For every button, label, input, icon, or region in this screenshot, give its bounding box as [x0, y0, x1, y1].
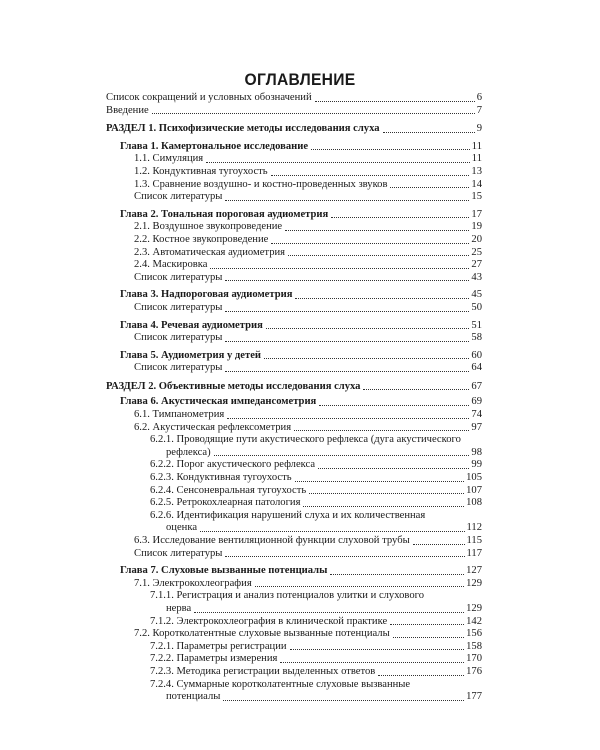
- toc-chapter-text: Глава 6. Акустическая импедансометрия: [120, 396, 317, 408]
- toc-entry-text: 6.2.2. Порог акустического рефлекса: [150, 459, 316, 471]
- leader-dots: [290, 649, 465, 650]
- toc-page-number: 170: [466, 653, 482, 665]
- leader-dots: [223, 700, 464, 701]
- toc-page-number: 97: [471, 421, 482, 433]
- toc-entry-text: 6.2.4. Сенсоневральная тугоухость: [150, 484, 307, 496]
- toc-chapter-text: Глава 2. Тональная пороговая аудиометрия: [120, 208, 329, 220]
- toc-entry: [106, 485, 482, 498]
- toc-entry-text: 2.4. Маскировка: [134, 259, 208, 271]
- toc-entry: [106, 548, 482, 561]
- toc-page-number: 156: [466, 628, 482, 640]
- leader-dots: [295, 298, 469, 299]
- leader-dots: [225, 371, 469, 372]
- toc-entry: [106, 332, 482, 345]
- toc-entry-line: [150, 603, 482, 616]
- toc-entry: [106, 153, 482, 166]
- toc-chapter-text: Глава 7. Слуховые вызванные потенциалы: [120, 565, 328, 577]
- toc-entry: [106, 578, 482, 591]
- toc-page-number: 69: [471, 396, 482, 408]
- toc-entry-line: [150, 510, 482, 523]
- toc-page-number: 176: [466, 665, 482, 677]
- toc-chapter-text: Глава 5. Аудиометрия у детей: [120, 349, 261, 361]
- toc-page-number: 19: [471, 221, 482, 233]
- toc-entry-text: 6.2. Акустическая рефлексометрия: [134, 421, 292, 433]
- toc-entry-text: 7.2.2. Параметры измерения: [150, 653, 278, 665]
- toc-entry: [106, 616, 482, 629]
- leader-dots: [214, 455, 470, 456]
- toc-page-number: 60: [471, 349, 482, 361]
- toc-entry-text: 7.1.1. Регистрация и анализ потенциалов улитки и слухового: [150, 590, 425, 602]
- toc-page-number: 64: [471, 362, 482, 374]
- toc-entry: [106, 641, 482, 654]
- toc-entry-text: 1.1. Симуляция: [134, 153, 204, 165]
- toc-chapter: [106, 350, 482, 363]
- toc-chapter: [106, 565, 482, 578]
- toc-entry: [106, 535, 482, 548]
- toc-entry-line: [150, 590, 482, 603]
- toc-page-number: 74: [471, 409, 482, 421]
- table-of-contents: [106, 92, 482, 704]
- leader-dots: [200, 531, 464, 532]
- toc-entry-text: 1.3. Сравнение воздушно- и костно-проведенных звуков: [134, 178, 388, 190]
- toc-page-number: 142: [466, 615, 482, 627]
- leader-dots: [206, 162, 470, 163]
- toc-entry-text: Список литературы: [134, 271, 223, 283]
- toc-page-number: 127: [466, 565, 482, 577]
- leader-dots: [271, 243, 469, 244]
- toc-page-number: 99: [471, 459, 482, 471]
- toc-page-number: 115: [466, 535, 482, 546]
- toc-entry-multiline: [106, 679, 482, 704]
- toc-page-number: 129: [466, 602, 482, 614]
- toc-page-number: 15: [471, 191, 482, 203]
- leader-dots: [315, 101, 475, 102]
- toc-page-number: 17: [471, 208, 482, 220]
- toc-entry: [106, 191, 482, 204]
- toc-section-text: РАЗДЕЛ 1. Психофизические методы исследования слуха: [106, 123, 380, 135]
- toc-entry: [106, 497, 482, 510]
- toc-page-number: 6: [476, 92, 482, 103]
- toc-chapter: [106, 289, 482, 302]
- leader-dots: [194, 612, 464, 613]
- leader-dots: [225, 556, 464, 557]
- toc-section: [106, 123, 482, 136]
- toc-entry-text-cont: оценка: [166, 522, 198, 534]
- leader-dots: [363, 389, 469, 390]
- toc-page-number: 105: [466, 472, 482, 484]
- leader-dots: [152, 113, 475, 114]
- leader-dots: [309, 493, 464, 494]
- toc-entry-text: 6.2.1. Проводящие пути акустического рефлекса (дуга акустического: [150, 434, 461, 446]
- toc-entry-text: 1.2. Кондуктивная тугоухость: [134, 165, 268, 177]
- toc-entry-text: 2.1. Воздушное звукопроведение: [134, 221, 283, 233]
- toc-page-number: 98: [471, 446, 482, 458]
- toc-entry-text: Список литературы: [134, 191, 223, 203]
- page-title: ОГЛАВЛЕНИЕ: [244, 70, 356, 89]
- toc-entry-text: 7.2. Коротколатентные слуховые вызванные потенциалы: [134, 628, 390, 640]
- toc-chapter: [106, 320, 482, 333]
- leader-dots: [225, 311, 469, 312]
- toc-entry-text-cont: нерва: [166, 602, 192, 614]
- toc-entry: [106, 247, 482, 260]
- toc-page-number: 51: [471, 319, 482, 331]
- toc-page-number: 25: [471, 246, 482, 258]
- toc-entry-text-cont: потенциалы: [166, 691, 221, 703]
- toc-entry-text: Список сокращений и условных обозначений: [106, 92, 312, 103]
- toc-entry-text: 7.2.1. Параметры регистрации: [150, 640, 287, 652]
- toc-entry-text: 2.2. Костное звукопроведение: [134, 233, 269, 245]
- toc-entry: [106, 221, 482, 234]
- toc-page-number: 9: [476, 123, 482, 135]
- toc-entry: [106, 422, 482, 435]
- leader-dots: [390, 624, 464, 625]
- toc-entry-text-cont: рефлекса): [166, 446, 211, 458]
- toc-page-number: 45: [471, 289, 482, 301]
- toc-entry-text: 7.2.4. Суммарные коротколатентные слуховые вызванные: [150, 678, 411, 690]
- toc-entry-text: Список литературы: [134, 301, 223, 313]
- leader-dots: [331, 217, 469, 218]
- leader-dots: [294, 430, 469, 431]
- leader-dots: [285, 230, 469, 231]
- leader-dots: [266, 328, 470, 329]
- leader-dots: [303, 506, 464, 507]
- toc-entry: [106, 459, 482, 472]
- leader-dots: [225, 341, 469, 342]
- toc-page-number: 7: [476, 104, 482, 116]
- toc-entry: [106, 409, 482, 422]
- toc-page-number: 50: [471, 301, 482, 313]
- toc-page-number: 11: [471, 140, 482, 152]
- toc-page-number: 112: [466, 522, 482, 534]
- toc-entry: [106, 362, 482, 375]
- leader-dots: [225, 200, 469, 201]
- toc-page-number: 27: [471, 259, 482, 271]
- toc-page-number: 20: [471, 233, 482, 245]
- leader-dots: [288, 255, 469, 256]
- leader-dots: [311, 149, 470, 150]
- toc-chapter: [106, 209, 482, 222]
- toc-entry: [106, 666, 482, 679]
- leader-dots: [225, 280, 469, 281]
- leader-dots: [255, 586, 464, 587]
- leader-dots: [295, 481, 465, 482]
- leader-dots: [413, 544, 465, 545]
- leader-dots: [383, 132, 475, 133]
- leader-dots: [271, 175, 470, 176]
- toc-entry: [106, 628, 482, 641]
- toc-entry-text: 6.2.6. Идентификация нарушений слуха и их количественная: [150, 509, 426, 521]
- toc-section: [106, 381, 482, 394]
- toc-entry-text: Список литературы: [134, 332, 223, 344]
- toc-entry: [106, 272, 482, 285]
- toc-entry-line: [150, 679, 482, 692]
- toc-entry-multiline: [106, 434, 482, 459]
- toc-entry-text: 7.1.2. Электрокохлеография в клинической практике: [150, 615, 388, 627]
- toc-page-number: 14: [471, 178, 482, 190]
- toc-page-number: 158: [466, 640, 482, 652]
- leader-dots: [280, 662, 464, 663]
- toc-entry: [106, 179, 482, 192]
- toc-page-number: 13: [471, 165, 482, 177]
- toc-entry: [106, 302, 482, 315]
- toc-page-number: 177: [466, 691, 482, 703]
- toc-entry-multiline: [106, 590, 482, 615]
- toc-entry-line: [150, 522, 482, 535]
- toc-page-number: 108: [466, 497, 482, 509]
- toc-entry: [106, 653, 482, 666]
- leader-dots: [319, 405, 469, 406]
- leader-dots: [390, 187, 469, 188]
- toc-entry-text: Список литературы: [134, 362, 223, 374]
- toc-section-text: РАЗДЕЛ 2. Объективные методы исследования слуха: [106, 380, 361, 392]
- toc-entry: [106, 166, 482, 179]
- toc-chapter: [106, 141, 482, 154]
- toc-chapter-text: Глава 4. Речевая аудиометрия: [120, 319, 263, 331]
- toc-page-number: 67: [471, 380, 482, 392]
- toc-entry: [106, 259, 482, 272]
- toc-entry: [106, 105, 482, 118]
- toc-entry-text: 2.3. Автоматическая аудиометрия: [134, 246, 286, 258]
- toc-chapter-text: Глава 3. Надпороговая аудиометрия: [120, 289, 293, 301]
- leader-dots: [264, 358, 469, 359]
- toc-entry-text: Список литературы: [134, 547, 223, 559]
- toc-chapter-text: Глава 1. Камертональное исследование: [120, 140, 309, 152]
- toc-entry-line: [150, 691, 482, 704]
- toc-entry: [106, 92, 482, 105]
- toc-page-number: 129: [466, 577, 482, 589]
- toc-page-number: 58: [471, 332, 482, 344]
- toc-entry-text: 6.3. Исследование вентиляционной функции слуховой трубы: [134, 535, 410, 546]
- leader-dots: [378, 675, 464, 676]
- toc-page-number: 117: [466, 547, 482, 559]
- toc-entry-text: 7.2.3. Методика регистрации выделенных ответов: [150, 665, 376, 677]
- toc-entry: [106, 234, 482, 247]
- leader-dots: [318, 468, 469, 469]
- toc-chapter: [106, 396, 482, 409]
- toc-entry-text: 6.1. Тимпанометрия: [134, 409, 225, 421]
- toc-entry-multiline: [106, 510, 482, 535]
- toc-page-number: 107: [466, 484, 482, 496]
- toc-entry-line: [150, 434, 482, 447]
- toc-entry-line: [150, 447, 482, 460]
- leader-dots: [393, 637, 464, 638]
- toc-entry-text: 6.2.5. Ретрокохлеарная патология: [150, 497, 301, 509]
- toc-entry-text: Введение: [106, 104, 149, 116]
- toc-entry-text: 7.1. Электрокохлеография: [134, 577, 252, 589]
- toc-page-number: 43: [471, 271, 482, 283]
- toc-entry: [106, 472, 482, 485]
- toc-entry-text: 6.2.3. Кондуктивная тугоухость: [150, 472, 292, 484]
- leader-dots: [227, 418, 469, 419]
- toc-page-number: 11: [471, 153, 482, 165]
- leader-dots: [330, 574, 464, 575]
- leader-dots: [210, 268, 469, 269]
